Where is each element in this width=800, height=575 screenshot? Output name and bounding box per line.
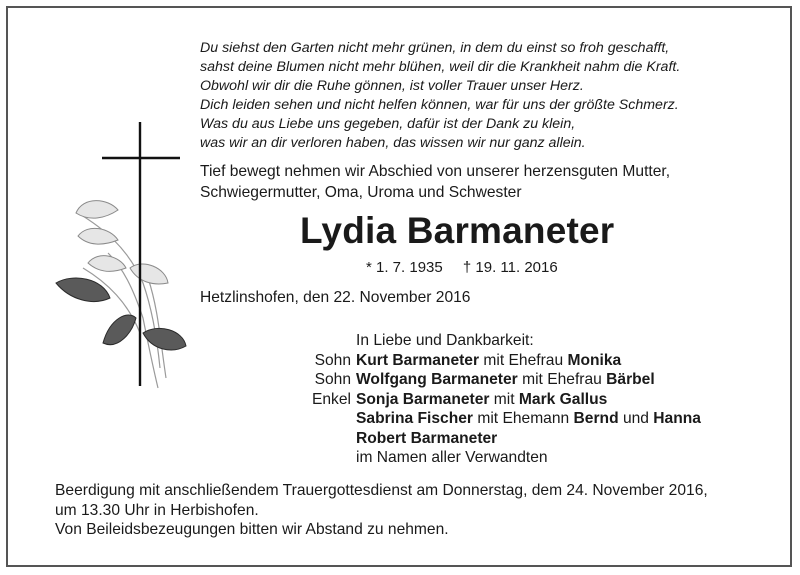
connector-text: und <box>618 410 654 428</box>
place-and-date: Hetzlinshofen, den 22. November 2016 <box>200 289 471 306</box>
person-name: Robert Barmaneter <box>356 429 498 447</box>
mourner-row <box>289 390 608 409</box>
mourner-names <box>356 370 655 389</box>
mourner-names <box>356 351 621 370</box>
dark-leaf-icon <box>56 278 186 350</box>
mourner-row <box>289 409 701 428</box>
funeral-line: um 13.30 Uhr in Herbishofen. <box>55 502 259 519</box>
poem-line: was wir an dir verloren haben, das wissen wir nur ganz allein. <box>200 135 586 151</box>
funeral-info <box>55 481 755 521</box>
mourner-row <box>289 429 498 448</box>
intro-line: Schwiegermutter, Oma, Uroma und Schwester <box>200 184 522 201</box>
poem-line: Was du aus Liebe uns gegeben, dafür ist der Dank zu klein, <box>200 116 576 132</box>
connector-text: im Namen aller Verwandten <box>356 448 548 466</box>
mourners-header: In Liebe und Dankbarkeit: <box>356 332 534 349</box>
person-name: Bärbel <box>606 371 655 389</box>
memorial-poem <box>200 39 790 153</box>
mourner-row <box>289 448 548 467</box>
relation-label: Sohn <box>314 371 351 389</box>
life-dates <box>366 259 558 276</box>
person-name: Monika <box>567 352 622 369</box>
person-name: Mark Gallus <box>518 390 608 408</box>
person-name: Bernd <box>573 410 619 428</box>
connector-text: mit Ehemann <box>473 410 574 428</box>
poem-line: Obwohl wir dir die Ruhe gönnen, ist voller Trauer unser Herz. <box>200 78 584 94</box>
person-name: Hanna <box>653 410 701 428</box>
mourner-names <box>356 429 497 448</box>
person-name: Kurt Barmaneter <box>356 352 480 369</box>
poem-line: Du siehst den Garten nicht mehr grünen, in dem du einst so froh geschafft, <box>200 40 670 56</box>
birth-date: * 1. 7. 1935 <box>366 259 443 276</box>
mourners-list <box>289 351 701 467</box>
mourner-row <box>289 370 655 389</box>
poem-line: Dich leiden sehen und nicht helfen können, war für uns der größte Schmerz. <box>200 97 679 113</box>
cross-and-lilies-illustration <box>48 118 208 403</box>
mourner-names <box>356 390 607 409</box>
relation-label: Enkel <box>311 390 351 408</box>
person-name: Wolfgang Barmaneter <box>356 371 518 389</box>
mourner-names <box>356 409 701 428</box>
person-name: Sonja Barmaneter <box>356 390 490 408</box>
intro-line: Tief bewegt nehmen wir Abschied von unserer herzensguten Mutter, <box>200 163 671 180</box>
condolence-note: Von Beileidsbezeugungen bitten wir Abstand zu nehmen. <box>55 521 449 538</box>
funeral-line: Beerdigung mit anschließendem Trauergottesdienst am Donnerstag, dem 24. November 2016, <box>55 482 708 499</box>
death-date: † 19. 11. 2016 <box>462 259 558 276</box>
connector-text: mit <box>489 390 519 408</box>
deceased-name: Lydia Barmaneter <box>300 210 615 251</box>
mourner-names <box>356 448 548 467</box>
connector-text: mit Ehefrau <box>517 371 607 389</box>
intro-text <box>200 161 790 203</box>
poem-line: sahst deine Blumen nicht mehr blühen, weil dir die Krankheit nahm die Kraft. <box>200 59 681 75</box>
connector-text: mit Ehefrau <box>479 352 568 369</box>
person-name: Sabrina Fischer <box>356 410 473 428</box>
mourner-row <box>289 351 622 370</box>
relation-label: Sohn <box>314 352 351 369</box>
